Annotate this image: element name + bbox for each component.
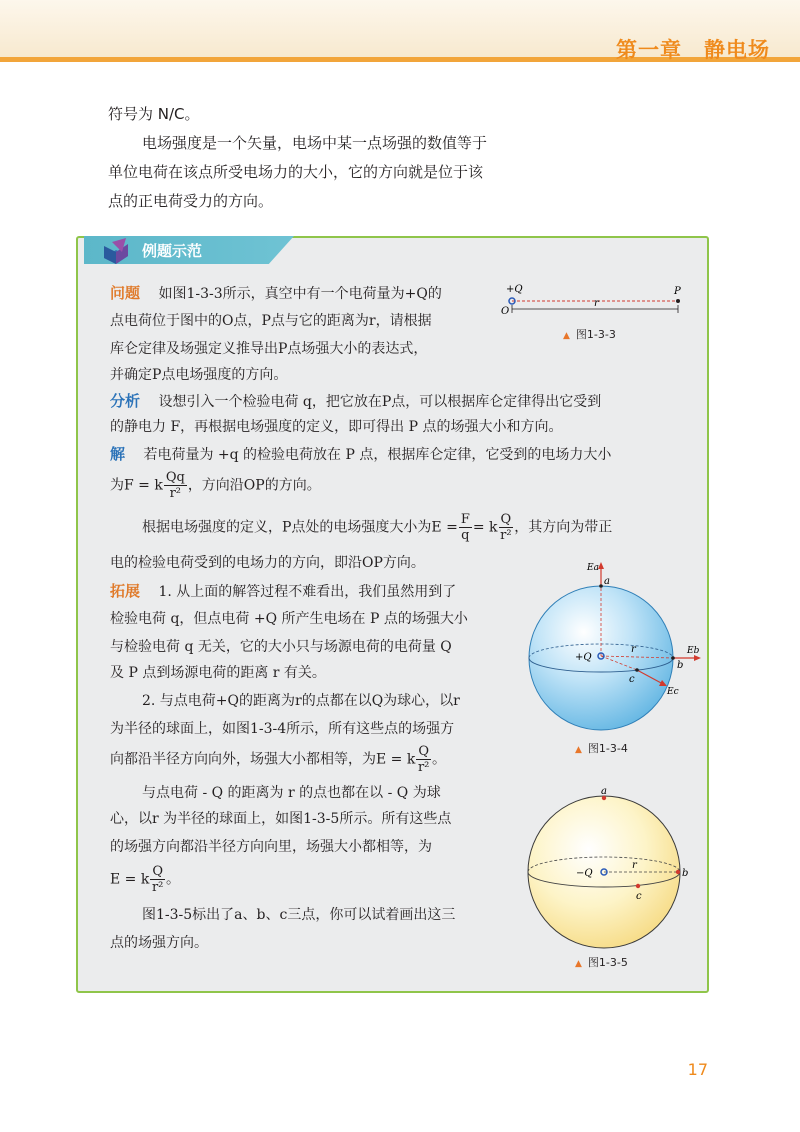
analysis-line bbox=[110, 390, 601, 411]
fig133-O: O bbox=[501, 306, 510, 317]
extension-line: 与检验电荷 q 无关，它的大小只与场源电荷的电荷量 Q bbox=[110, 639, 452, 655]
svg-text:c: c bbox=[636, 891, 642, 902]
extension-line: 2. 与点电荷+Q的距离为r的点都在以Q为球心，以r bbox=[142, 693, 460, 709]
solution-label: 解 bbox=[110, 445, 126, 463]
svg-text:b: b bbox=[682, 868, 689, 879]
figure-1-3-5 bbox=[520, 786, 700, 950]
fraction: $\frac{Q}{\text{r²}}$ bbox=[500, 512, 512, 543]
problem-line: 库仑定律及场强定义推导出P点场强大小的表达式， bbox=[110, 341, 428, 357]
chapter-title: 第一章 静电场 bbox=[616, 38, 770, 62]
extension-line: 的场强方向都沿半径方向向里，场强大小都相等，为 bbox=[110, 839, 432, 855]
svg-text:a: a bbox=[604, 576, 610, 587]
intro-line: 电场强度是一个矢量，电场中某一点场强的数值等于 bbox=[142, 134, 488, 152]
analysis-label: 分析 bbox=[110, 392, 141, 410]
solution-line: 解 若电荷量为 +q 的检验电荷放在 P 点，根据库仑定律，它受到的电场力大小 bbox=[110, 445, 612, 463]
svg-text:r: r bbox=[632, 860, 637, 871]
extension-line: 拓展 1. 从上面的解答过程不难看出，我们虽然用到了 bbox=[110, 582, 457, 600]
svg-text:Ec: Ec bbox=[667, 687, 679, 697]
svg-text:a: a bbox=[601, 786, 607, 797]
solution-line: 为F = k $\frac{Qq}{\text{r²}}$ ，方向沿OP的方向。 bbox=[110, 470, 321, 501]
fig133-point-p bbox=[676, 299, 680, 303]
fraction: $\frac{Q}{\text{r²}}$ bbox=[151, 864, 164, 895]
extension-line: 心，以r 为半径的球面上，如图1-3-5所示。所有这些点 bbox=[110, 811, 452, 827]
analysis-line: 的静电力 F，再根据电场强度的定义，即可得出 P 点的场强大小和方向。 bbox=[110, 419, 563, 435]
analysis-text: 设想引入一个检验电荷 q，把它放在P点，可以根据库仑定律得出它受到 bbox=[158, 394, 602, 410]
fig133-plusQ: +Q bbox=[506, 284, 523, 295]
fraction: $\frac{Qq}{\text{r²}}$ bbox=[165, 470, 185, 501]
solution-line: 根据电场强度的定义，P点处的电场强度大小为E = $\frac{F}{q}$ = k $\frac{Q}{\text{r²}}$ ，其方向为带正 bbox=[142, 512, 613, 543]
extension-line: E = k $\frac{Q}{\text{r²}}$ 。 bbox=[110, 864, 181, 895]
example-title: 例题示范 bbox=[142, 242, 203, 260]
extension-line: 为半径的球面上，如图1-3-4所示，所有这些点的场强方 bbox=[110, 721, 455, 737]
figure-1-3-4 bbox=[515, 560, 710, 735]
extension-line: 检验电荷 q，但点电荷 +Q 所产生电场在 P 点的场强大小 bbox=[110, 611, 468, 627]
problem-line: 并确定P点电场强度的方向。 bbox=[110, 367, 288, 383]
fig135-caption: ▲ 图1-3-5 bbox=[575, 956, 628, 969]
figure-1-3-3 bbox=[500, 282, 690, 322]
fraction: $\frac{F}{q}$ bbox=[460, 512, 470, 543]
fig133-caption: ▲ 图1-3-3 bbox=[563, 328, 616, 341]
svg-text:Ea: Ea bbox=[587, 563, 599, 573]
svg-text:−Q: −Q bbox=[576, 868, 593, 879]
svg-text:c: c bbox=[629, 674, 635, 685]
extension-line: 及 P 点到场源电荷的距离 r 有关。 bbox=[110, 665, 326, 681]
extension-line: 向都沿半径方向向外，场强大小都相等，为E = k $\frac{Q}{\text{r²}}$ 。 bbox=[110, 744, 447, 775]
blue-sphere bbox=[529, 586, 673, 730]
extension-label: 拓展 bbox=[110, 582, 141, 600]
fig134-caption: ▲ 图1-3-4 bbox=[575, 742, 628, 755]
svg-text:+Q: +Q bbox=[575, 652, 592, 663]
problem-line: 点电荷位于图中的O点，P点与它的距离为r，请根据 bbox=[110, 313, 432, 329]
caption-triangle-icon: ▲ bbox=[575, 959, 582, 969]
intro-line: 符号为 N/C。 bbox=[108, 105, 200, 123]
problem-label: 问题 bbox=[110, 284, 141, 302]
svg-text:r: r bbox=[631, 644, 636, 655]
intro-line: 单位电荷在该点所受电场力的大小，它的方向就是位于该 bbox=[108, 163, 484, 181]
caption-triangle-icon: ▲ bbox=[563, 331, 570, 341]
problem-text: 如图1-3-3所示，真空中有一个电荷量为+Q的 bbox=[158, 286, 442, 302]
fig133-r: r bbox=[594, 298, 599, 309]
extension-line: 图1-3-5标出了a、b、c三点，你可以试着画出这三 bbox=[142, 907, 456, 923]
intro-line: 点的正电荷受力的方向。 bbox=[108, 192, 274, 210]
problem-line bbox=[110, 282, 442, 303]
svg-text:b: b bbox=[677, 660, 684, 671]
caption-triangle-icon: ▲ bbox=[575, 745, 582, 755]
extension-line: 点的场强方向。 bbox=[110, 935, 208, 951]
fig133-P: P bbox=[674, 286, 681, 297]
extension-line: 与点电荷 - Q 的距离为 r 的点也都在以 - Q 为球 bbox=[142, 785, 441, 801]
page-number: 17 bbox=[687, 1060, 708, 1079]
svg-text:Eb: Eb bbox=[687, 646, 700, 656]
fraction: $\frac{Q}{\text{r²}}$ bbox=[417, 744, 430, 775]
solution-line: 电的检验电荷受到的电场力的方向，即沿OP方向。 bbox=[110, 555, 425, 571]
cube-icon bbox=[100, 236, 134, 266]
